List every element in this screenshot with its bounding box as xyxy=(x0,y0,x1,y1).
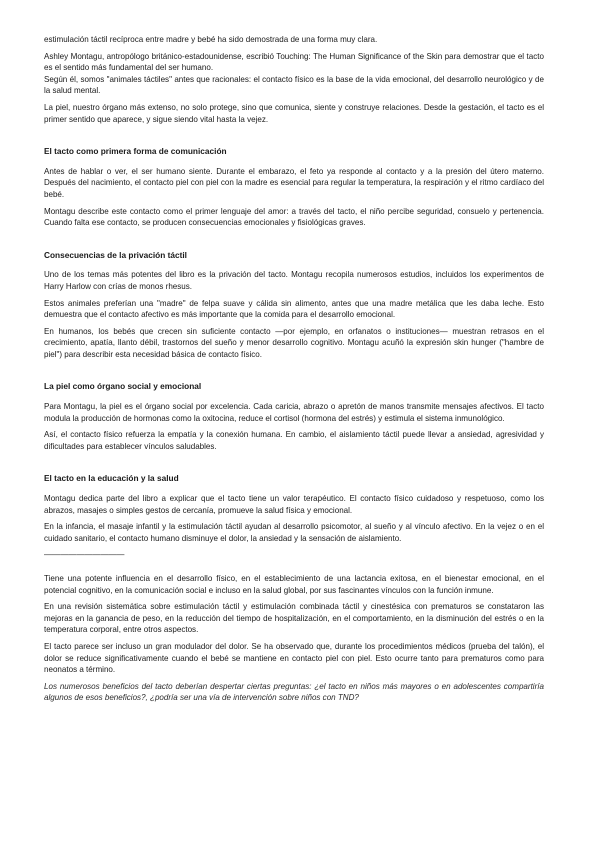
section-heading: Consecuencias de la privación táctil xyxy=(44,249,187,260)
section-heading: El tacto como primera forma de comunicación xyxy=(44,146,227,157)
paragraph: Estos animales preferían una "madre" de felpa suave y cálida sin alimento, antes que una madre metálica que les daba leche. Esto demuestra que el contacto afectivo es más importante que la comida para el desarrollo emocional. xyxy=(44,298,544,320)
paragraph: En una revisión sistemática sobre estimulación táctil y estimulación combinada táctil y cinestésica con prematuros se constataron las mejoras en la ganancia de peso, en la reducción del tiempo de hospitalización, en el comportamiento, en la disminución del estrés o en la temperatura corporal, entre otros aspectos. xyxy=(44,602,544,635)
paragraph: estimulación táctil recíproca entre madre y bebé ha sido demostrada de una forma muy clara. xyxy=(44,35,378,44)
paragraph: Montagu dedica parte del libro a explicar que el tacto tiene un valor terapéutico. El contacto físico cuidadoso y respetuoso, como los abrazos, masajes o simples gestos de cercanía, promueve la salud física y emocional. xyxy=(44,494,544,515)
paragraph: La piel, nuestro órgano más extenso, no solo protege, sino que comunica, siente y construye relaciones. Desde la gestación, el tacto es el primer sentido que aparece, y sigue siendo vital hasta la vejez. xyxy=(44,102,544,124)
section-heading: El tacto en la educación y la salud xyxy=(44,473,179,484)
paragraph: Así, el contacto físico refuerza la empatía y la conexión humana. En cambio, el aislamiento táctil puede llevar a ansiedad, agresividad y dificultades para establecer vínculos saludables. xyxy=(44,430,544,451)
paragraph: El tacto parece ser incluso un gran modulador del dolor. Se ha observado que, durante los procedimientos médicos (prueba del talón), el dolor se reduce significativamente cuando el bebé se mantiene en contacto piel con piel. Esto ocurre tanto para prematuros como para neonatos a término. xyxy=(44,641,544,675)
document-page xyxy=(44,34,544,709)
paragraph: Montagu describe este contacto como el primer lenguaje del amor: a través del tacto, el niño percibe seguridad, consuelo y pertenencia. Cuando falta ese contacto, se producen consecuencias emocionales y fisiológicas graves. xyxy=(44,206,544,228)
paragraph: Para Montagu, la piel es el órgano social por excelencia. Cada caricia, abrazo o apretón de manos transmite mensajes afectivos. El tacto modula la producción de hormonas como la oxitocina, reduce el cortisol (hormona del estrés) y estimula el sistema inmunológico. xyxy=(44,402,544,423)
paragraph: En la infancia, el masaje infantil y la estimulación táctil ayudan al desarrollo psicomotor, al sueño y al vínculo afectivo. En la vejez o en el cuidado sanitario, el contacto humano disminuye el dolor, la ansiedad y la sensación de aislamiento. xyxy=(44,522,544,543)
paragraph: Ashley Montagu, antropólogo británico-estadounidense, escribió Touching: The Human Significance of the Skin para demostrar que el tacto es el sentido más fundamental del ser humano. xyxy=(44,51,544,73)
paragraph: Antes de hablar o ver, el ser humano siente. Durante el embarazo, el feto ya responde al contacto y a la presión del útero materno. Después del nacimiento, el contacto piel con piel con la madre es esencial para regular la temperatura, la respiración y el ritmo cardíaco del bebé. xyxy=(44,166,544,199)
paragraph: Tiene una potente influencia en el desarrollo físico, en el establecimiento de una lactancia exitosa, en el bienestar emocional, en el potencial cognitivo, en la comunicación social e incluso en la salud global, por sus fascinantes vínculos con la función inmune. xyxy=(44,574,544,595)
section-heading: La piel como órgano social y emocional xyxy=(44,381,202,392)
paragraph: Según él, somos "animales táctiles" antes que racionales: el contacto físico es la base de la vida emocional, del desarrollo neurológico y de la salud mental. xyxy=(44,74,544,96)
paragraph: Uno de los temas más potentes del libro es la privación del tacto. Montagu recopila numerosos estudios, incluidos los experimentos de Harry Harlow con crías de monos rhesus. xyxy=(44,270,544,291)
paragraph: En humanos, los bebés que crecen sin suficiente contacto —por ejemplo, en orfanatos o instituciones— muestran retrasos en el crecimiento, apatía, llanto débil, trastornos del sueño y menor desarrollo cognitivo. Montagu acuñó la expresión skin hunger ("hambre de piel") para describir esta necesidad básica de contacto físico. xyxy=(44,326,544,359)
closing-question: Los numerosos beneficios del tacto deberían despertar ciertas preguntas: ¿el tacto en niños más mayores o en adolescentes compartiría algunos de esos beneficios?, ¿podría ser una vía de intervención sobre niños con TND? xyxy=(44,681,544,703)
separator-line: —————————— xyxy=(44,550,125,560)
